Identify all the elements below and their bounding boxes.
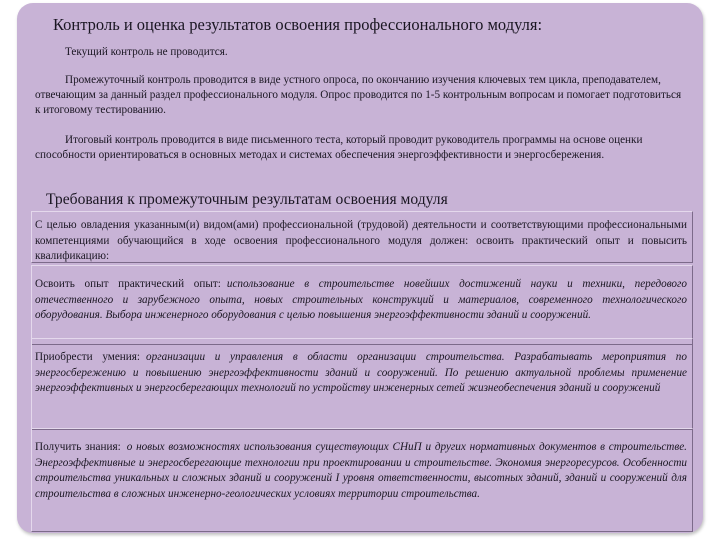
section-title-control: Контроль и оценка результатов освоения профессионального модуля: bbox=[53, 15, 543, 34]
experience-label: Освоить опыт практический опыт: bbox=[35, 278, 221, 290]
slide bbox=[17, 3, 703, 533]
skills-label: Приобрести умения: bbox=[35, 351, 141, 363]
intermediate-control-text: Промежуточный контроль проводится в виде устного опроса, по окончанию изучения ключевых тем цикла, преподавателем, отвечающим за данный раздел профессионального модуля. Опрос проводится по 1-5 контрольным вопросам и помогает подготовиться к итоговому тестированию. bbox=[35, 74, 682, 116]
knowledge-block bbox=[35, 440, 687, 502]
experience-block bbox=[35, 277, 687, 324]
final-control-text: Итоговый контроль проводится в виде письменного теста, который проводит руководитель программы на основе оценки способности ориентироваться в основных методах и системах обеспечения энергоэффективности и энергосбережения. bbox=[35, 134, 643, 161]
knowledge-text: о новых возможностях использования существующих СНиП и других нормативных документов в строительстве. Энергоэффективные и энергосберегающие технологии при проектировании и строительстве. Экономия энергоресурсов. Особенности строительства уникальных и сложных зданий и сооружений I уровня ответственности, высотных зданий, зданий и сооружений для строительства в сложных инженерно-геологических условиях территории строительства. bbox=[35, 441, 687, 500]
current-control-text: Текущий контроль не проводится. bbox=[65, 46, 228, 58]
section-title-requirements: Требования к промежуточным результатам освоения модуля bbox=[46, 191, 448, 208]
skills-block bbox=[35, 350, 687, 397]
requirements-intro: С целью овладения указанным(и) видом(ами) профессиональной (трудовой) деятельности и соответствующими профессиональными компетенциями обучающийся в ходе освоения профессионального модуля должен: освоить практический опыт и повысить квалификацию: bbox=[35, 219, 687, 263]
knowledge-label: Получить знания: bbox=[35, 441, 121, 453]
skills-text: организации и управления в области организации строительства. Разрабатывать мероприятия по энергосбережению и повышению энергоэффективности зданий и сооружений. По решению актуальной проблемы применение энергоэффективных и энергосберегающих технологий по устройству инженерных сетей жизнеобеспечения зданий и сооружений bbox=[35, 351, 687, 395]
experience-text: использование в строительстве новейших достижений науки и техники, передового отечественного и зарубежного опыта, новых строительных конструкций и материалов, современного технологического оборудования. Выбора инженерного оборудования с целью повышения энергоэффективности зданий и сооружений. bbox=[35, 278, 687, 322]
